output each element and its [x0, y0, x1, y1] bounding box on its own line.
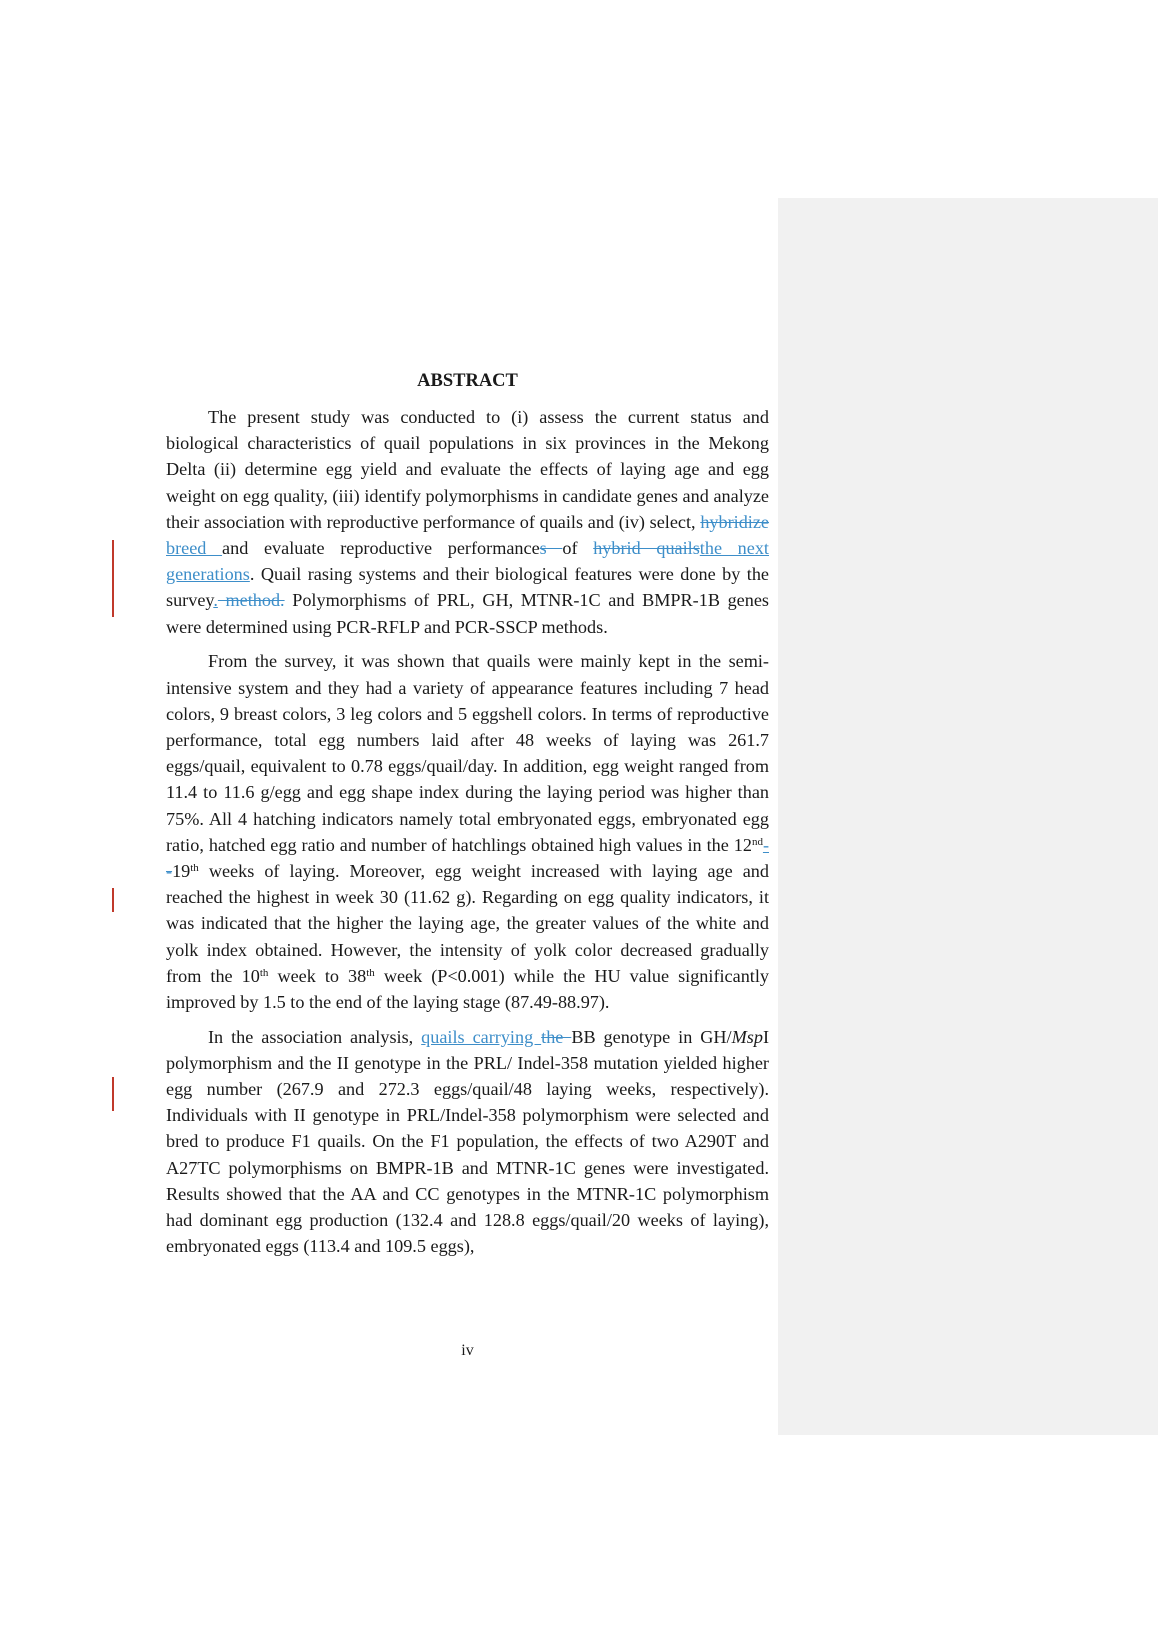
superscript: th — [259, 966, 269, 979]
deleted-text: hybrid quails — [593, 538, 700, 559]
italic-text: Msp — [731, 1026, 763, 1047]
change-bar — [112, 888, 114, 912]
inserted-text: - — [762, 834, 769, 855]
page-body — [166, 368, 769, 1268]
deleted-text: the — [541, 1026, 572, 1047]
change-bar — [112, 540, 114, 617]
inserted-text: the next generations — [166, 538, 769, 585]
inserted-text: breed — [166, 538, 223, 559]
deleted-text: s — [539, 538, 563, 559]
deleted-text: hybridize — [700, 511, 769, 532]
superscript: th — [190, 861, 199, 874]
comment-pane — [778, 198, 1158, 1435]
abstract-paragraph-3: In the association analysis, quails carrying the BB genotype in GH/MspI polymorphism and the II genotype in the PRL/ Indel-358 mutation yielded higher egg number (267.9 and 272.3 eggs/quail/48 laying weeks, respectively). Individuals with II genotype in PRL/Indel-358 polymorphism were selected and bred to produce F1 quails. On the F1 population, the effects of two A290T and A27TC polymorphisms on BMPR-1B and MTNR-1C genes were investigated. Results showed that the AA and CC genotypes in the MTNR-1C polymorphism had dominant egg production (132.4 and 128.8 eggs/quail/20 weeks of laying), embryonated eggs (113.4 and 109.5 eggs), — [166, 1026, 769, 1257]
page-number: iv — [461, 1342, 474, 1359]
abstract-paragraph-2: From the survey, it was shown that quails were mainly kept in the semi-intensive system and they had a variety of appearance features including 7 head colors, 9 breast colors, 3 leg colors and 5 eggshell colors. In terms of reproductive performance, total egg numbers laid after 48 weeks of laying was 261.7 eggs/quail, equivalent to 0.78 eggs/quail/day. In addition, egg weight ranged from 11.4 to 11.6 g/egg and egg shape index during the laying period was higher than 75%. All 4 hatching indicators namely total embryonated eggs, embryonated egg ratio, hatched egg ratio and number of hatchlings obtained high values in the 12nd--19th weeks of laying. Moreover, egg weight increased with laying age and reached the highest in week 30 (11.62 g). Regarding on egg quality indicators, it was indicated that the higher the laying age, the greater values of the white and yolk index obtained. However, the intensity of yolk color decreased gradually from the 10th week to 38th week (P<0.001) while the HU value significantly improved by 1.5 to the end of the laying stage (87.49-88.97). — [166, 651, 769, 1012]
abstract-paragraph-1: The present study was conducted to (i) assess the current status and biological characteristics of quail populations in six provinces in the Mekong Delta (ii) determine egg yield and evaluate the effects of laying age and egg weight on egg quality, (iii) identify polymorphisms in candidate genes and analyze their association with reproductive performance of quails and (iv) select, hybridize breed and evaluate reproductive performances of hybrid quailsthe next generations. Quail rasing systems and their biological features were done by the survey. method. Polymorphisms of PRL, GH, MTNR-1C and BMPR-1B genes were determined using PCR-RFLP and PCR-SSCP methods. — [166, 407, 769, 637]
deleted-text: - — [166, 860, 173, 881]
superscript: th — [366, 966, 375, 979]
change-bar — [112, 1077, 114, 1111]
inserted-text: quails carrying — [421, 1026, 542, 1047]
deleted-text: method. — [217, 590, 285, 611]
superscript: nd — [751, 835, 763, 848]
inserted-text: . — [213, 590, 218, 611]
abstract-title: ABSTRACT — [417, 371, 518, 391]
